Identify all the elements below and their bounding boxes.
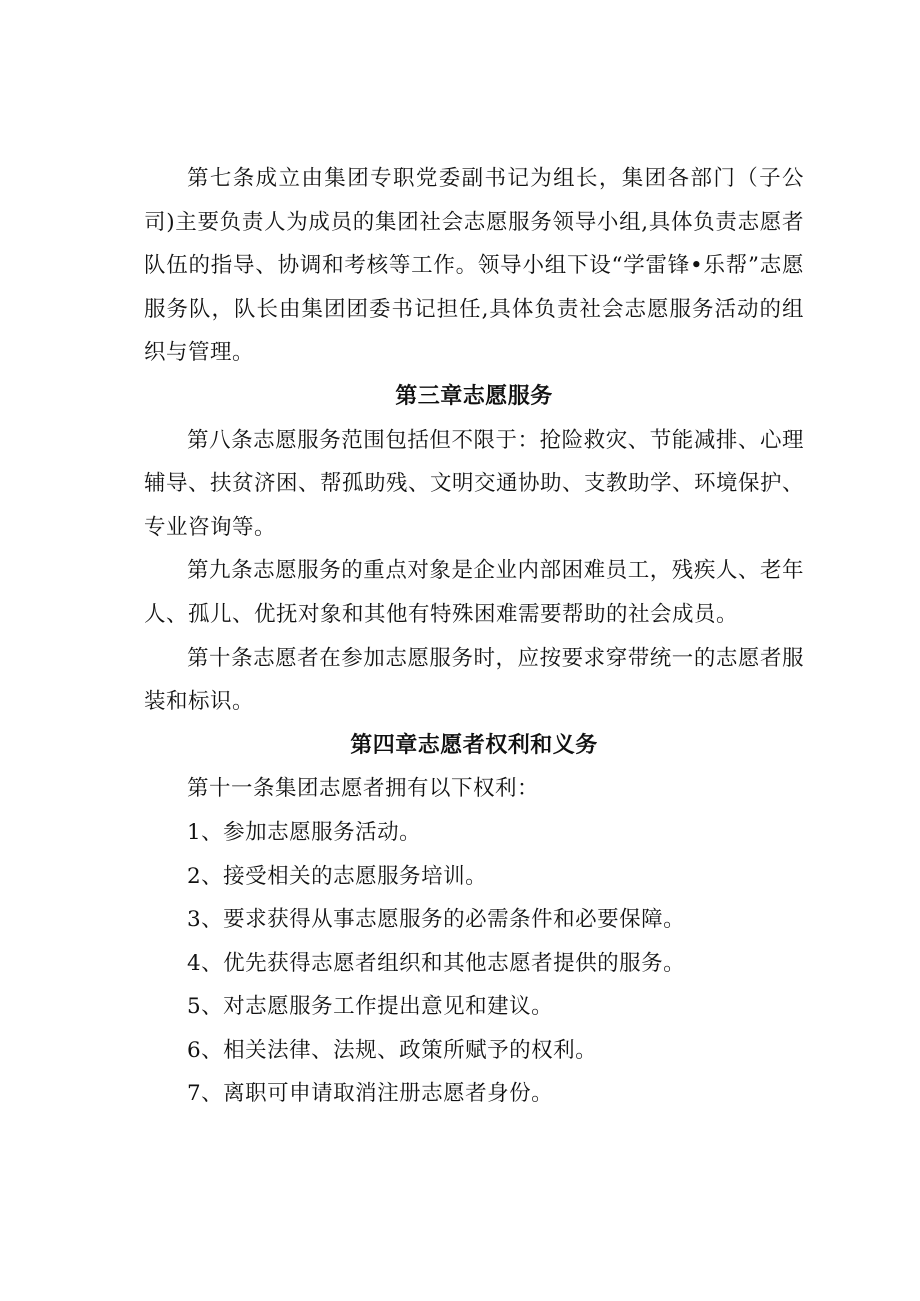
rights-list-item: 6、相关法律、法规、政策所赋予的权利。 — [187, 1037, 598, 1063]
article-11-intro: 第十一条集团志愿者拥有以下权利： — [187, 776, 540, 802]
rights-list-item: 3、要求获得从事志愿服务的必需条件和必要保障。 — [187, 907, 686, 933]
chapter-3-heading: 第三章志愿服务 — [395, 383, 553, 409]
rights-list-item: 5、对志愿服务工作提出意见和建议。 — [187, 994, 554, 1020]
rights-list-item: 1、参加志愿服务活动。 — [187, 819, 422, 845]
rights-list-item: 7、离职可申请取消注册志愿者身份。 — [187, 1081, 554, 1107]
document-page — [144, 157, 804, 1116]
article-8-paragraph: 第八条志愿服务范围包括但不限于：抢险救灾、节能减排、心理辅导、扶贫济困、帮孤助残、文明交通协助、支教助学、环境保护、专业咨询等。 — [144, 427, 805, 540]
article-7-paragraph: 第七条成立由集团专职党委副书记为组长，集团各部门（子公司)主要负责人为成员的集团社会志愿服务领导小组,具体负责志愿者队伍的指导、协调和考核等工作。领导小组下设“学雷锋•乐帮”志愿服务队，队长由集团团委书记担任,具体负责社会志愿服务活动的组织与管理。 — [144, 166, 804, 366]
rights-list-item: 2、接受相关的志愿服务培训。 — [187, 863, 488, 889]
article-9-paragraph: 第九条志愿服务的重点对象是企业内部困难员工，残疾人、老年人、孤儿、优抚对象和其他有特殊困难需要帮助的社会成员。 — [144, 558, 804, 627]
rights-list — [144, 811, 804, 1116]
article-10-paragraph: 第十条志愿者在参加志愿服务时，应按要求穿带统一的志愿者服装和标识。 — [144, 645, 804, 715]
rights-list-item: 4、优先获得志愿者组织和其他志愿者提供的服务。 — [187, 950, 686, 976]
chapter-4-heading: 第四章志愿者权利和义务 — [350, 732, 598, 758]
